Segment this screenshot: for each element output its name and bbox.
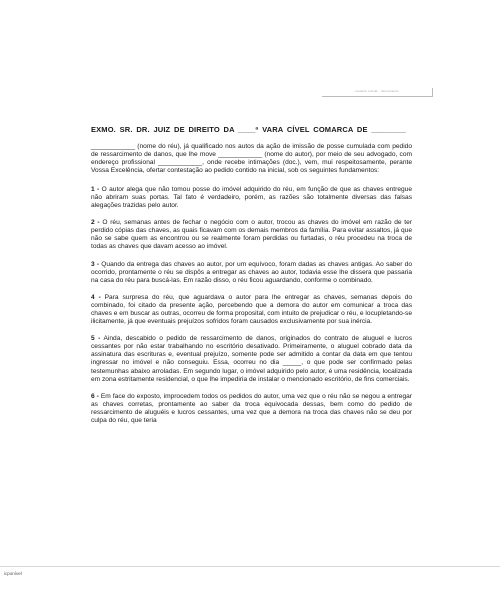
document-page bbox=[91, 125, 412, 434]
header-bracket bbox=[322, 88, 433, 97]
paragraph-number: 5 - bbox=[91, 335, 101, 343]
paragraph-6 bbox=[91, 393, 412, 425]
paragraph-number: 1 - bbox=[91, 185, 100, 193]
paragraph-2 bbox=[91, 219, 412, 251]
paragraph-4 bbox=[91, 294, 412, 326]
paragraph-text: O autor alega que não tomou posse do imóvel adquirido do réu, em função de que as chaves entregue não abriram suas portas. Tal fato é verdadeiro, porém, as razões são totalmente diversas das falsas alegações trazidas pelo autor. bbox=[91, 185, 412, 210]
paragraph-number: 3 - bbox=[91, 260, 100, 268]
paragraph-text: Quando da entrega das chaves ao autor, por um equívoco, foram dadas as chaves antigas. Ao saber do ocorrido, prontamente o réu se dispôs a entregar as chaves ao autor, todavia esse lhe dissera que passaria na casa do réu para buscá-las. Em razão disso, o réu ficou aguardando, conforme o combinado. bbox=[91, 260, 412, 284]
paragraph-text: Em face do exposto, improcedem todos os pedidos do autor, uma vez que o réu não se negou a entregar as chaves corretas, prontamente ao saber da troca equivocada dessas, bem como do pedido de ressarcimento de aluguéis e lucros cessantes, uma vez que a demora na troca das chaves não se deu por culpa do réu, que teria bbox=[91, 392, 412, 425]
paragraph-number: 6 - bbox=[91, 392, 99, 400]
paragraph-1 bbox=[91, 186, 412, 210]
document-title: EXMO. SR. DR. JUIZ DE DIREITO DA ____ª VARA CÍVEL COMARCA DE ________ bbox=[91, 125, 406, 134]
paragraph-5 bbox=[91, 335, 412, 384]
paragraph-number: 4 - bbox=[91, 293, 101, 301]
footer-label: icponível bbox=[4, 571, 22, 576]
footer-divider bbox=[0, 566, 500, 567]
header-bracket-text: modelo inicial · documento bbox=[355, 89, 399, 93]
paragraph-text: Ainda, descabido o pedido de ressarcimento de danos, originados do contrato de aluguel e lucros cessantes por não estar trabalhando no escritório desativado. Primeiramente, o aluguel cobrado data da assinatura das escrituras e, eventual prejuízo, somente pode ser admitido a contar da data em que tentou ingressar no imóvel e não conseguiu. Essa, ocorreu no dia _____, o que pode ser confirmado pelas testemunhas abaixo arroladas. Em segundo lugar, o imóvel adquirido pelo autor, é uma residência, localizada em zona estritamente residencial, o que lhe impediria de instalar o mencionado escritório, de fins comerciais. bbox=[91, 335, 413, 383]
intro-paragraph: ____________ (nome do réu), já qualificado nos autos da ação de imissão de posse cumulada com pedido de ressarcimento de danos, que lhe move ____________ (nome do autor), por meio de seu advogado, com endereço profissional ____________, onde recebe intimações (doc.), vem, mui respeitosamente, perante Vossa Excelência, ofertar contestação ao pedido contido na inicial, sob os seguintes fundamentos: bbox=[91, 142, 412, 174]
paragraph-number: 2 - bbox=[91, 219, 100, 227]
paragraph-3 bbox=[91, 261, 412, 285]
paragraph-text: Para surpresa do réu, que aguardava o autor para lhe entregar as chaves, semanas depois do combinado, foi citado da presente ação, percebendo que a demora do autor em comunicar a troca das chaves e em buscar as outras, ocorreu de forma proposital, com intuito de prejudicar o réu, e locupletando-se ilicitamente, já que eventuais prejuízos sofridos foram causados exclusivamente por sua inércia. bbox=[91, 293, 412, 326]
paragraph-text: O réu, semanas antes de fechar o negócio com o autor, trocou as chaves do imóvel em razão de ter perdido cópias das chaves, as quais ficavam com os demais membros da família. Para evitar assaltos, já que não se sabe quem as encontrou ou se realmente foram perdidas ou furtadas, o réu procedeu na troca de todas as chaves que davam acesso ao imóvel. bbox=[91, 219, 412, 251]
